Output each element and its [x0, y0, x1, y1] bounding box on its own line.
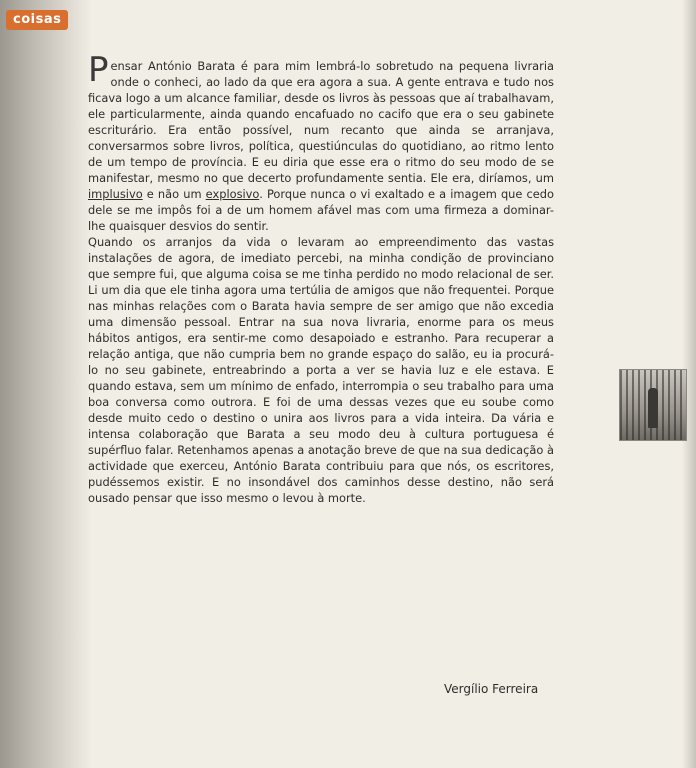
- bookshop-photo: [619, 369, 687, 441]
- paragraph-2: Quando os arranjos da vida o levaram ao empreendimento das vastas instalações de agora, de imediato percebi, na minha condição de provinciano que sempre fui, que alguma coisa se me tinha perdido no modo relacional de ser. Li um dia que ele tinha agora uma tertúlia de amigos que não frequentei. Porque nas minhas relações com o Barata havia sempre de ser amigo que não excedia uma dimensão pessoal. Entrar na sua nova livraria, enorme para os meus hábitos antigos, era sentir-me como desapoiado e estranho. Para recuperar a relação antiga, que não cumpria bem no grande espaço do salão, eu ia procurá-lo no seu gabinete, entreabrindo a porta a ver se havia luz e ele estava. E quando estava, sem um mínimo de enfado, interrompia o seu trabalho para uma boa conversa como outrora. E foi de uma dessas vezes que eu soube como desde muito cedo o destino o unira aos livros para a vida inteira. Da vária e intensa colaboração que Barata a seu modo deu à cultura portuguesa é supérfluo falar. Retenhamos apenas a anotação breve de que na sua dedicação à actividade que exerceu, António Barata contribuiu para que nós, os escritores, pudéssemos existir. E no insondável dos caminhos desse destino, não será ousado pensar que isso mesmo o levou à morte.: [88, 235, 554, 505]
- paragraph-1-text-b: e não um: [142, 187, 206, 201]
- paragraph-1-text-c: . Porque nunca o vi exaltado e a imagem que cedo dele se me impôs foi a de um homem afável mas com uma firmeza a dominar-lhe quaisquer desvios do sentir.: [88, 187, 554, 233]
- section-badge: coisas: [6, 10, 68, 30]
- paragraph-1-text-a: ensar António Barata é para mim lembrá-lo sobretudo na pequena livraria onde o conheci, ao lado da que era agora a sua. A gente entrava e tudo nos ficava logo a um alcance familiar, desde os livros às pessoas que aí trabalhavam, ele particularmente, ainda quando encafuado no cacifo que era o seu gabinete escriturário. Era então possível, num recanto que ainda se arranjava, conversarmos sobre livros, política, questiúnculas do quotidiano, ao ritmo lento de um tempo de província. E eu diria que esse era o ritmo do seu modo de se manifestar, mesmo no que decerto profundamente sentia. Ele era, diríamos, um: [88, 59, 554, 185]
- paragraph-1: [88, 50, 554, 234]
- author-signature: Vergílio Ferreira: [444, 682, 539, 696]
- underlined-word-implusivo: implusivo: [88, 187, 143, 201]
- article-body: [88, 50, 554, 506]
- drop-cap: P: [88, 50, 109, 90]
- page-gutter-shadow: [0, 0, 92, 768]
- underlined-word-explosivo: explosivo: [205, 187, 260, 201]
